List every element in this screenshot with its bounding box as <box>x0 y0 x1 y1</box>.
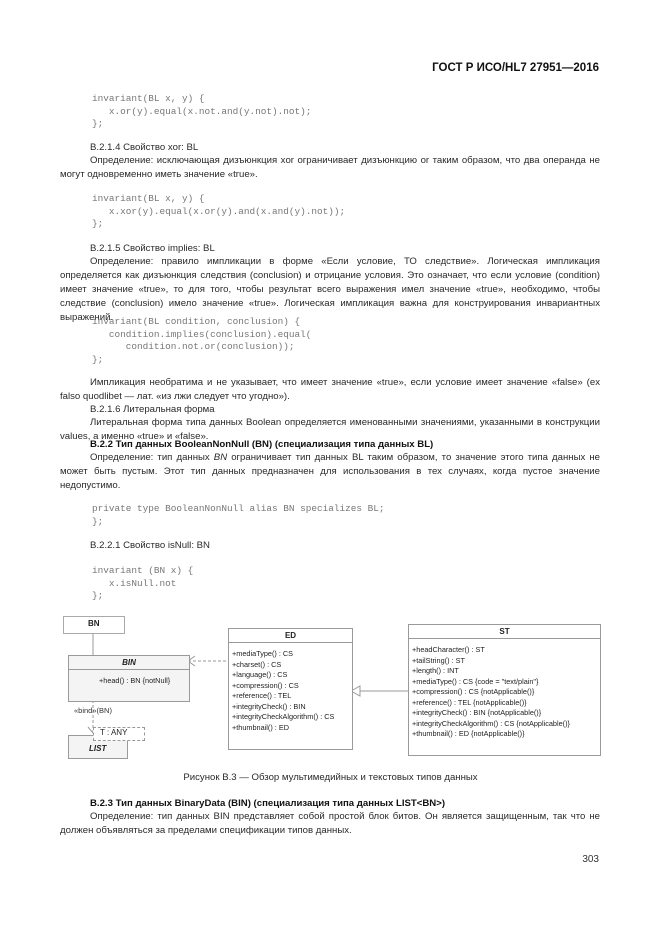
list-template-parameter <box>93 727 145 741</box>
code-line: private type BooleanNonNull alias BN specializes BL; <box>92 503 385 514</box>
class-attribute: +compression() : CS <box>232 680 299 690</box>
section-heading-bn: В.2.2 Тип данных BooleanNonNull (BN) (специализация типа данных BL) <box>90 439 434 450</box>
class-attribute: +mediaType() : CS <box>232 649 294 658</box>
section-heading-implies: В.2.1.5 Свойство implies: BL <box>90 243 215 254</box>
class-attribute: +integrityCheck() : BIN <box>232 701 306 711</box>
class-attribute: +length() : INT <box>412 666 459 675</box>
code-line: }; <box>92 218 104 230</box>
code-line: x.or(y).equal(x.not.and(y.not).not); <box>92 105 312 117</box>
template-parameter: T : ANY <box>100 728 128 737</box>
class-attribute: +mediaType() : CS {code = "text/plain"} <box>412 676 539 686</box>
section-definition-bin: Определение: тип данных BIN представляет собой простой блок битов. Он является защищенным, так что не должен объявляться за пределами спецификации типов данных. <box>60 811 600 836</box>
class-attribute: +compression() : CS {notApplicable()} <box>412 687 535 696</box>
class-title: BIN <box>122 658 136 667</box>
class-attribute: +integrityCheckAlgorithm() : CS {notApplicable()} <box>412 718 570 728</box>
code-line: invariant (BN x) { <box>92 565 194 576</box>
class-title: ST <box>499 627 510 636</box>
class-attribute: +tailString() : ST <box>412 655 465 665</box>
section-definition-literal: Литеральная форма типа данных Boolean определяется именованными значениями, указанными в конструкции values, а именно «true» и «false». <box>60 417 600 442</box>
class-title: ED <box>284 631 297 640</box>
class-attribute: +headCharacter() : ST <box>412 645 485 654</box>
class-title: LIST <box>89 744 107 753</box>
class-attribute: +language() : CS <box>232 670 288 679</box>
section-definition-implies: Определение: правило импликации в форме «Если условие, ТО следствие». Логическая импликация определяется как дизъюнкция следствия (conclusion) и отрицание условия. Это означает, что если условие (condition) имеет значение «true», то для того, чтобы результат всего выражения имел значение «true», необходимо, чтобы следствие (conclusion) имело значение «true». Логическая импликация важна для конструирования инвариантных выражений. <box>60 256 600 323</box>
section-definition-bn: Определение: тип данных BN ограничивает тип данных BL таким образом, то значение этого типа данных не может быть пустым. Этот тип данных предназначен для использования в тех случаях, когда пустое значение недопустимо. <box>60 452 600 491</box>
code-line: x.xor(y).equal(x.or(y).and(x.and(y).not)); <box>92 205 346 217</box>
code-line: }; <box>92 515 104 527</box>
code-line: condition.implies(conclusion).equal( <box>92 328 312 340</box>
class-attribute: +head() : BN {notNull} <box>99 676 171 685</box>
uml-class-bn <box>63 616 125 634</box>
bind-label: «bind»(BN) <box>74 706 112 715</box>
class-attribute: +thumbnail() : ED <box>232 722 289 732</box>
code-line: x.isNull.not <box>92 577 177 589</box>
uml-class-st <box>408 624 601 756</box>
code-line: invariant(BL x, y) { <box>92 93 205 104</box>
section-heading-literal: В.2.1.6 Литеральная форма <box>90 404 215 415</box>
code-line: invariant(BL x, y) { <box>92 193 205 204</box>
class-attribute: +integrityCheck() : BIN {notApplicable()} <box>412 708 542 717</box>
uml-class-ed <box>228 628 353 750</box>
code-line: invariant(BL condition, conclusion) { <box>92 316 301 327</box>
code-line: condition.not.or(conclusion)); <box>92 341 295 353</box>
section-heading-bin: В.2.3 Тип данных BinaryData (BIN) (специализация типа данных LIST<BN>) <box>90 798 446 809</box>
page-number: 303 <box>582 854 599 865</box>
code-line: }; <box>92 353 104 365</box>
code-line: }; <box>92 590 104 602</box>
class-attribute: +reference() : TEL {notApplicable()} <box>412 697 527 707</box>
class-title: BN <box>88 619 100 628</box>
figure-caption: Рисунок В.3 — Обзор мультимедийных и текстовых типов данных <box>183 772 478 783</box>
class-attribute: +thumbnail() : ED {notApplicable()} <box>412 729 525 738</box>
uml-class-bin <box>68 655 190 702</box>
implication-note: Импликация необратима и не указывает, что имеет значение «true», если условие имеет значение «false» (ex falso quodlibet — лат. «из лжи следует что угодно»). <box>60 377 600 402</box>
code-line: }; <box>92 118 104 130</box>
class-attribute: +charset() : CS <box>232 659 282 669</box>
class-attribute: +integrityCheckAlgorithm() : CS <box>232 712 335 721</box>
standard-header: ГОСТ Р ИСО/HL7 27951—2016 <box>432 62 599 74</box>
section-heading-xor: В.2.1.4 Свойство xor: BL <box>90 142 199 153</box>
section-heading-isnull: В.2.2.1 Свойство isNull: BN <box>90 540 210 551</box>
class-attribute: +reference() : TEL <box>232 691 292 700</box>
section-definition-xor: Определение: исключающая дизъюнкция xor ограничивает дизъюнкцию or таким образом, что два операнда не могут одновременно иметь значение «true». <box>60 155 600 180</box>
